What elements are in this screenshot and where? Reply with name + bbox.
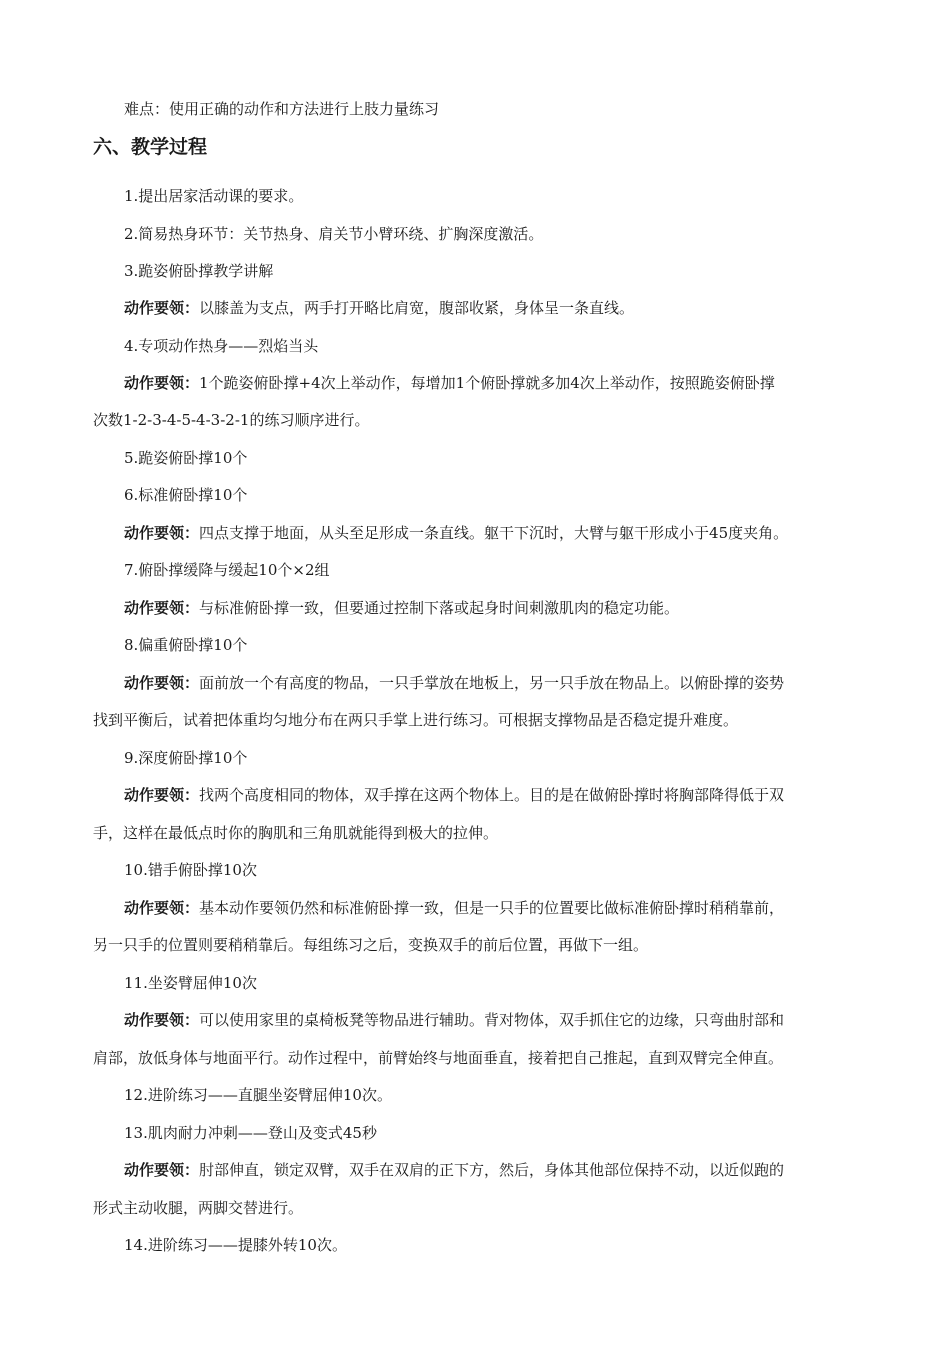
difficulty-text: 难点：使用正确的动作和方法进行上肢力量练习 xyxy=(124,100,440,118)
key-label: 动作要领： xyxy=(124,299,200,317)
key-point-11: 动作要领：可以使用家里的桌椅板凳等物品进行辅助。背对物体，双手抓住它的边缘，只弯曲肘部和 xyxy=(124,1011,785,1029)
key-point-8: 动作要领：面前放一个有高度的物品，一只手掌放在地板上，另一只手放在物品上。以俯卧撑的姿势 xyxy=(124,674,785,692)
key-point-3: 动作要领：以膝盖为支点，两手打开略比肩宽，腹部收紧，身体呈一条直线。 xyxy=(124,299,635,317)
key-label: 动作要领： xyxy=(124,674,200,692)
step-14: 14.进阶练习——提膝外转10次。 xyxy=(124,1236,347,1254)
key-point-11-cont: 肩部，放低身体与地面平行。动作过程中，前臂始终与地面垂直，接着把自己推起，直到双臂完全伸直。 xyxy=(93,1049,784,1067)
key-point-9: 动作要领：找两个高度相同的物体，双手撑在这两个物体上。目的是在做俯卧撑时将胸部降得低于双 xyxy=(124,786,785,804)
step-3: 3.跪姿俯卧撑教学讲解 xyxy=(124,262,274,280)
key-label: 动作要领： xyxy=(124,599,200,617)
key-point-10: 动作要领：基本动作要领仍然和标准俯卧撑一致，但是一只手的位置要比做标准俯卧撑时稍稍靠前， xyxy=(124,899,785,917)
step-1: 1.提出居家活动课的要求。 xyxy=(124,187,304,205)
step-10: 10.错手俯卧撑10次 xyxy=(124,861,257,879)
step-2: 2.简易热身环节：关节热身、肩关节小臂环绕、扩胸深度激活。 xyxy=(124,225,544,243)
section-heading: 六、教学过程 xyxy=(93,136,208,158)
step-13: 13.肌肉耐力冲刺——登山及变式45秒 xyxy=(124,1124,377,1142)
key-point-4: 动作要领：1个跪姿俯卧撑+4次上举动作，每增加1个俯卧撑就多加4次上举动作，按照跪姿俯卧撑 xyxy=(124,374,775,392)
step-6: 6.标准俯卧撑10个 xyxy=(124,486,248,504)
key-point-9-cont: 手，这样在最低点时你的胸肌和三角肌就能得到极大的拉伸。 xyxy=(93,824,499,842)
key-point-13: 动作要领：肘部伸直，锁定双臂，双手在双肩的正下方，然后，身体其他部位保持不动，以近似跑的 xyxy=(124,1161,785,1179)
key-label: 动作要领： xyxy=(124,899,200,917)
key-point-13-cont: 形式主动收腿，两脚交替进行。 xyxy=(93,1199,304,1217)
key-point-10-cont: 另一只手的位置则要稍稍靠后。每组练习之后，变换双手的前后位置，再做下一组。 xyxy=(93,936,649,954)
key-label: 动作要领： xyxy=(124,374,200,392)
step-4: 4.专项动作热身——烈焰当头 xyxy=(124,337,319,355)
step-9: 9.深度俯卧撑10个 xyxy=(124,749,248,767)
key-label: 动作要领： xyxy=(124,786,200,804)
key-label: 动作要领： xyxy=(124,1011,200,1029)
step-5: 5.跪姿俯卧撑10个 xyxy=(124,449,248,467)
step-12: 12.进阶练习——直腿坐姿臂屈伸10次。 xyxy=(124,1086,392,1104)
key-label: 动作要领： xyxy=(124,1161,200,1179)
step-7: 7.俯卧撑缓降与缓起10个×2组 xyxy=(124,561,330,579)
step-8: 8.偏重俯卧撑10个 xyxy=(124,636,248,654)
key-point-4-cont: 次数1-2-3-4-5-4-3-2-1的练习顺序进行。 xyxy=(93,411,370,429)
key-label: 动作要领： xyxy=(124,524,200,542)
step-11: 11.坐姿臂屈伸10次 xyxy=(124,974,257,992)
key-point-6: 动作要领：四点支撑于地面，从头至足形成一条直线。躯干下沉时，大臂与躯干形成小于45度夹角。 xyxy=(124,524,789,542)
key-point-7: 动作要领：与标准俯卧撑一致，但要通过控制下落或起身时间刺激肌肉的稳定功能。 xyxy=(124,599,680,617)
key-point-8-cont: 找到平衡后，试着把体重均匀地分布在两只手掌上进行练习。可根据支撑物品是否稳定提升难度。 xyxy=(93,711,739,729)
